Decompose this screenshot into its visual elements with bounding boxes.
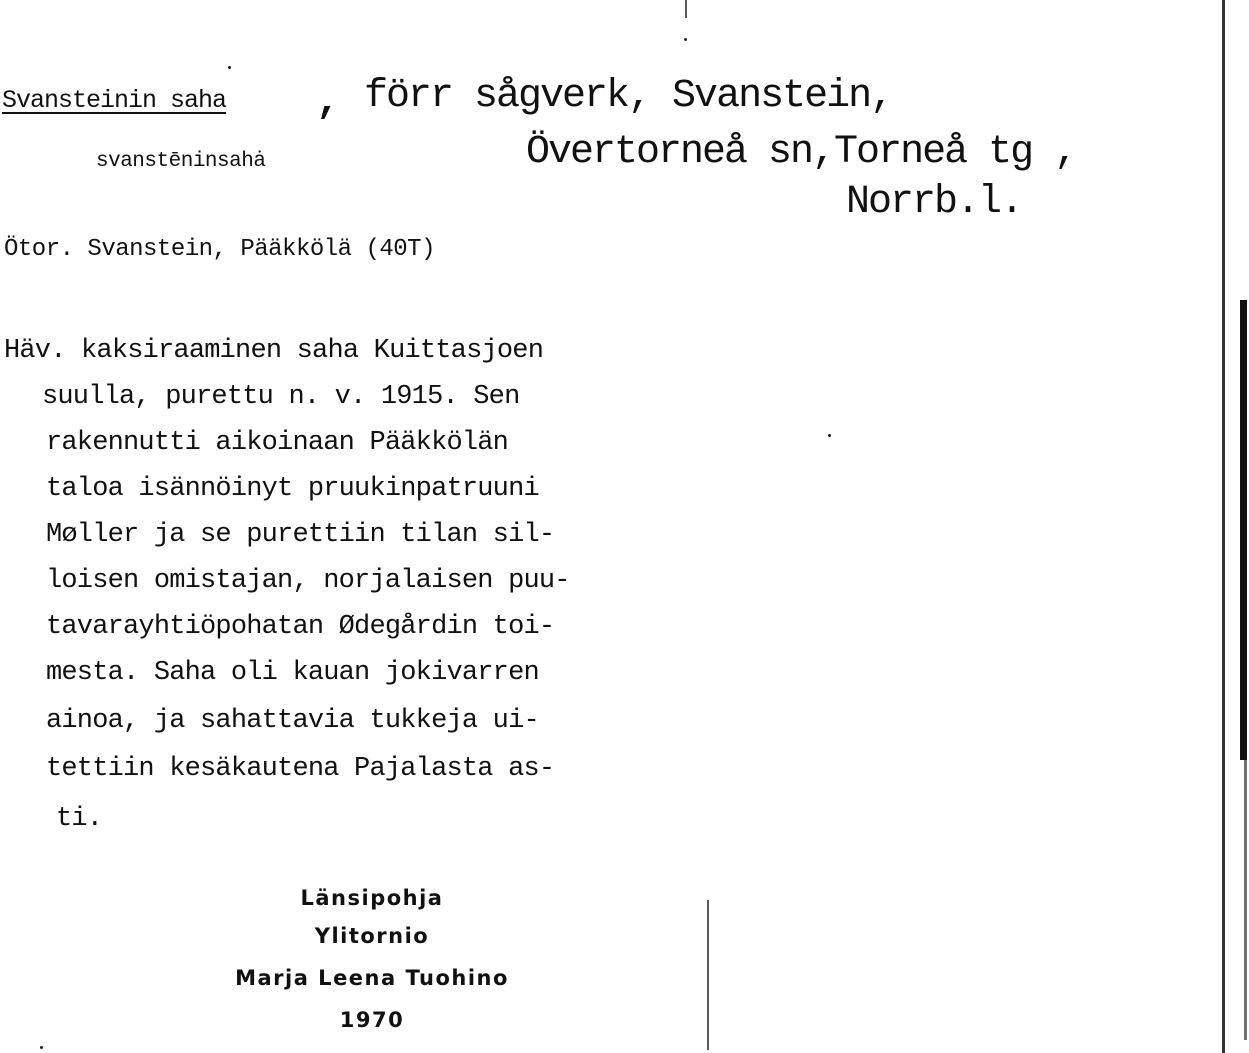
- stamp-collector: Marja Leena Tuohino: [235, 966, 509, 990]
- description-line: rakennutti aikoinaan Pääkkölän: [46, 428, 509, 458]
- description-line: tettiin kesäkautena Pajalasta as-: [46, 754, 555, 784]
- description-line: ti.: [56, 804, 103, 834]
- scan-speck: [228, 66, 231, 69]
- swedish-name-line-1: förr sågverk, Svanstein,: [364, 74, 893, 119]
- description-line: Møller ja se purettiin tilan sil-: [46, 520, 555, 550]
- location-line: Ötor. Svanstein, Pääkkölä (40T): [4, 236, 435, 263]
- description-line: tavarayhtiöpohatan Ødegårdin toi-: [46, 612, 555, 642]
- scan-speck: [684, 38, 687, 41]
- scan-fold-line: [707, 900, 709, 1050]
- description-line: Häv. kaksiraaminen saha Kuittasjoen: [4, 336, 544, 366]
- description-line: mesta. Saha oli kauan jokivarren: [46, 658, 539, 688]
- scan-fold-mark: [685, 0, 687, 18]
- stamp-parish: Ylitornio: [314, 924, 430, 948]
- scan-speck: [40, 1046, 43, 1049]
- description-line: taloa isännöinyt pruukinpatruuni: [46, 474, 539, 504]
- scan-speck: [828, 434, 831, 437]
- description-line: ainoa, ja sahattavia tukkeja ui-: [46, 706, 539, 736]
- scan-edge-line: [1222, 0, 1225, 1053]
- description-line: loisen omistajan, norjalaisen puu-: [46, 566, 570, 596]
- scan-edge-shadow: [1244, 760, 1247, 1040]
- description-line: suulla, purettu n. v. 1915. Sen: [42, 382, 520, 412]
- swedish-name-line-3: Norrb.l.: [846, 180, 1023, 225]
- swedish-name-line-2: Övertorneå sn,Torneå tg ,: [526, 130, 1077, 175]
- scan-edge-shadow: [1240, 300, 1247, 760]
- entry-comma: ,: [316, 80, 341, 125]
- entry-word: Svansteinin saha: [2, 86, 227, 115]
- stamp-region: Länsipohja: [300, 886, 444, 910]
- stamp-year: 1970: [339, 1008, 405, 1032]
- phonetic-transcription: svanstēninsahȧ: [96, 150, 266, 173]
